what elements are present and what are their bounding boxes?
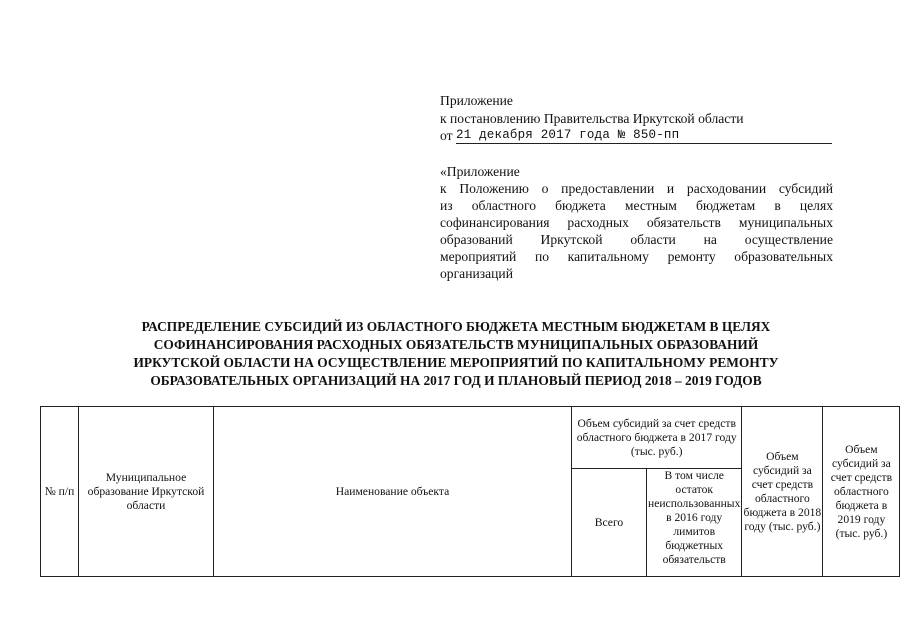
header-2017-total: Всего [572,469,647,577]
annex-line-3: софинансирования расходных обязательств муниципальных [440,215,833,230]
document-title-line-1: РАСПРЕДЕЛЕНИЕ СУБСИДИЙ ИЗ ОБЛАСТНОГО БЮДЖЕТА МЕСТНЫМ БЮДЖЕТАМ В ЦЕЛЯХ [141,319,771,334]
header-number: № п/п [41,407,79,577]
header-2017-group: Объем субсидий за счет средств областного бюджета в 2017 году (тыс. руб.) [572,407,742,469]
annex-line-6: организаций [440,266,513,281]
annex-heading: «Приложение [440,164,520,179]
document-title-line-2: СОФИНАНСИРОВАНИЯ РАСХОДНЫХ ОБЯЗАТЕЛЬСТВ МУНИЦИПАЛЬНЫХ ОБРАЗОВАНИЙ [153,337,759,352]
subsidy-table [40,406,900,577]
approval-resolution-line: к постановлению Правительства Иркутской области [440,111,744,126]
annex-line-2: из областного бюджета местным бюджетам в целях [440,198,833,213]
approval-date-number: 21 декабря 2017 года № 850-пп [456,128,680,142]
header-municipality: Муниципальное образование Иркутской области [79,407,214,577]
header-2018: Объем субсидий за счет средств областного бюджета в 2018 году (тыс. руб.) [742,407,823,577]
annex-line-5: мероприятий по капитальному ремонту образовательных [440,249,833,264]
header-2019: Объем субсидий за счет средств областного бюджета в 2019 году (тыс. руб.) [823,407,900,577]
header-2017-including: В том числе остаток неиспользованных в 2016 году лимитов бюджетных обязательств [647,469,742,577]
document-title-line-4: ОБРАЗОВАТЕЛЬНЫХ ОРГАНИЗАЦИЙ НА 2017 ГОД И ПЛАНОВЫЙ ПЕРИОД 2018 – 2019 ГОДОВ [150,373,762,388]
date-underline [456,143,832,144]
document-title-line-3: ИРКУТСКОЙ ОБЛАСТИ НА ОСУЩЕСТВЛЕНИЕ МЕРОПРИЯТИЙ ПО КАПИТАЛЬНОМУ РЕМОНТУ [133,355,779,370]
header-object-name: Наименование объекта [214,407,572,577]
approval-heading: Приложение [440,93,513,108]
annex-line-1: к Положению о предоставлении и расходовании субсидий [440,181,833,196]
approval-date-prefix: от [440,128,453,143]
annex-line-4: образований Иркутской области на осуществление [440,232,833,247]
